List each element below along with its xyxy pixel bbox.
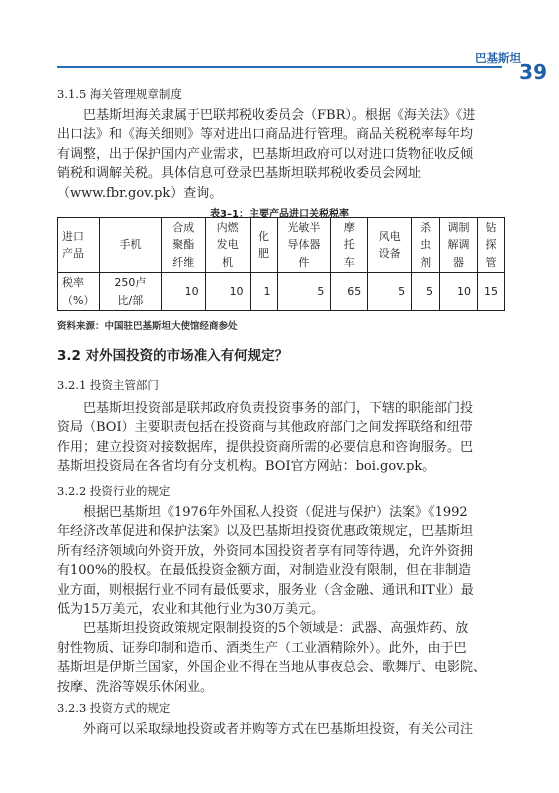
col-header-generator: 内燃 发电 机: [205, 218, 250, 273]
paragraph-line: 基斯坦是伊斯兰国家，外国企业不得在当地从事夜总会、歌舞厅、电影院、: [57, 660, 487, 676]
rate-label-cell: 税率 （%）: [58, 273, 100, 311]
paragraph-line: 基斯坦投资局在各省均有分支机构。BOI官方网站：boi.gov.pk。: [57, 459, 436, 475]
paragraph-line: 业方面，则根据行业不同有最低要求，服务业（含金融、通讯和IT业）最: [57, 582, 474, 598]
rate-cell: 10: [440, 273, 478, 311]
rate-cell: 250卢 比/部: [99, 273, 161, 311]
paragraph-line: 资局（BOI）主要职责包括在投资商与其他政府部门之间发挥联络和纽带: [57, 420, 473, 436]
row-header-cell: 进口 产品: [58, 218, 100, 273]
section-3-2-1-paragraph: [57, 399, 505, 477]
rate-cell: 5: [277, 273, 331, 311]
col-header-mobile: 手机: [99, 218, 161, 273]
rate-cell: 65: [331, 273, 368, 311]
paragraph-line: 射性物质、证券印制和造币、酒类生产（工业酒精除外）。此外，由于巴: [57, 640, 467, 656]
tariff-table: [57, 217, 505, 311]
section-3-2-2-heading: 3.2.2 投资行业的规定: [57, 484, 171, 498]
section-3-2-3-paragraph: [57, 720, 505, 739]
section-3-2-1-heading: 3.2.1 投资主管部门: [57, 378, 159, 392]
header-title: 巴基斯坦: [475, 51, 521, 65]
table-source-note: 资料来源：中国驻巴基斯坦大使馆经商参处: [57, 321, 238, 332]
paragraph-line: 年经济改革促进和保护法案》以及巴基斯坦投资优惠政策规定，巴基斯坦: [57, 524, 474, 540]
paragraph-line: 出口法》和《海关细则》等对进出口商品进行管理。商品关税税率每年均: [57, 127, 474, 143]
paragraph-line: 外商可以采取绿地投资或者并购等方式在巴基斯坦投资，有关公司注: [83, 722, 474, 737]
rate-cell: 10: [205, 273, 250, 311]
page-number: 39: [519, 60, 547, 84]
paragraph-line: 销税和调解关税。具体信息可登录巴基斯坦联邦税收委员会网址: [57, 166, 422, 182]
col-header-modem: 调制 解调 器: [440, 218, 478, 273]
rate-cell: 5: [368, 273, 412, 311]
paragraph-line: （www.fbr.gov.pk）查询。: [57, 185, 223, 201]
paragraph-line: 按摩、洗浴等娱乐休闲业。: [57, 679, 214, 695]
paragraph-line: 低为15万美元，农业和其他行业为30万美元。: [57, 602, 325, 618]
header-rule: [57, 66, 502, 68]
col-header-insecticide: 杀 虫 剂: [412, 218, 440, 273]
paragraph-line: 所有经济领域向外资开放，外资同本国投资者享有同等待遇，允许外资拥: [57, 543, 474, 559]
section-3-1-5-paragraph: [57, 106, 505, 203]
table-rate-row: [58, 273, 505, 311]
rate-cell: 1: [250, 273, 277, 311]
col-header-drill-pipe: 钻 探 管: [477, 218, 504, 273]
col-header-photosensitive: 光敏半 导体器 件: [277, 218, 331, 273]
col-header-motorcycle: 摩 托 车: [331, 218, 368, 273]
paragraph-line: 巴基斯坦投资部是联邦政府负责投资事务的部门，下辖的职能部门投: [83, 401, 474, 416]
rate-cell: 15: [477, 273, 504, 311]
section-3-1-5-heading: 3.1.5 海关管理规章制度: [57, 87, 182, 101]
col-header-polyester: 合成 聚酯 纤维: [161, 218, 205, 273]
paragraph-line: 根据巴基斯坦《1976年外国私人投资（促进与保护）法案》《1992: [83, 505, 468, 520]
section-3-2-3-heading: 3.2.3 投资方式的规定: [57, 701, 171, 715]
paragraph-line: 巴基斯坦海关隶属于巴联邦税收委员会（FBR）。根据《海关法》《进: [83, 108, 476, 123]
table-header-row: [58, 218, 505, 273]
paragraph-line: 巴基斯坦投资政策规定限制投资的5个领域是：武器、高强炸药、放: [83, 621, 469, 637]
section-3-2-2-paragraph: [57, 503, 505, 697]
col-header-wind-power: 风电 设备: [368, 218, 412, 273]
col-header-fertilizer: 化 肥: [250, 218, 277, 273]
paragraph-line: 有100%的股权。在最低投资金额方面，对制造业没有限制，但在非制造: [57, 563, 472, 579]
paragraph-line: 有调整，出于保护国内产业需求，巴基斯坦政府可以对进口货物征收反倾: [57, 146, 474, 162]
table-caption: 表3–1：主要产品进口关税税率: [210, 209, 349, 220]
paragraph-line: 作用；建立投资对接数据库，提供投资商所需的必要信息和咨询服务。巴: [57, 439, 474, 455]
section-3-2-heading: 3.2 对外国投资的市场准入有何规定？: [57, 348, 289, 364]
rate-cell: 10: [161, 273, 205, 311]
rate-cell: 5: [412, 273, 440, 311]
